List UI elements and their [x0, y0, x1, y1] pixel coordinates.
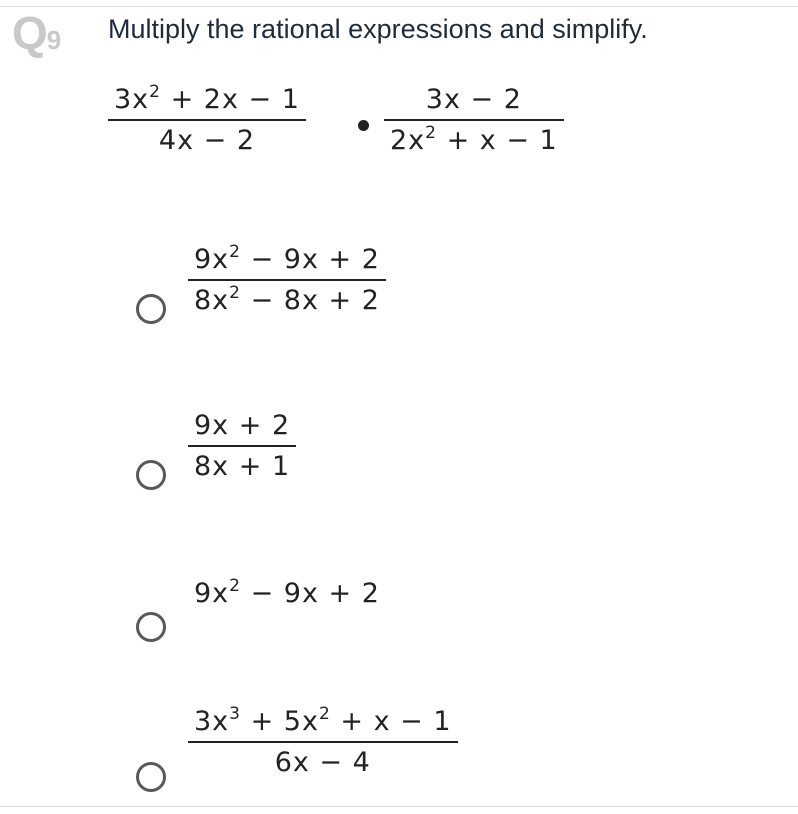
option-1-radio[interactable] — [136, 294, 166, 324]
fraction-bar — [188, 279, 386, 281]
fraction-bar — [108, 119, 306, 121]
right-denominator: $2x^2 + x - 1$ — [390, 123, 558, 157]
left-numerator: $3x^2 + 2x - 1$ — [114, 82, 300, 115]
fraction-bar — [188, 741, 458, 743]
fraction-bar — [384, 119, 564, 121]
top-divider — [0, 6, 798, 7]
right-fraction — [384, 84, 564, 156]
option-3-expression: $9x^2 - 9x + 2$ — [194, 576, 380, 609]
option-2-radio[interactable] — [136, 460, 166, 490]
bottom-divider — [0, 806, 798, 807]
left-denominator: 4x − 2 — [158, 125, 256, 157]
fraction-bar — [188, 445, 296, 447]
right-numerator: 3x − 2 — [425, 84, 522, 115]
option-3-radio[interactable] — [136, 612, 166, 642]
option-4-fraction: $3x^3 + 5x^2 + x - 1$ 6x − 4 — [188, 706, 458, 778]
option-2-fraction: 9x + 2 8x + 1 — [188, 410, 296, 482]
question-number-badge: Q9 — [12, 7, 62, 59]
option-4-radio[interactable] — [136, 762, 166, 792]
question-prompt: Multiply the rational expressions and simplify. — [108, 14, 648, 44]
option-1-fraction: $9x^2 - 9x + 2$ $8x^2 - 8x + 2$ — [188, 244, 386, 316]
multiply-dot-icon — [358, 120, 369, 131]
left-fraction — [108, 84, 306, 156]
